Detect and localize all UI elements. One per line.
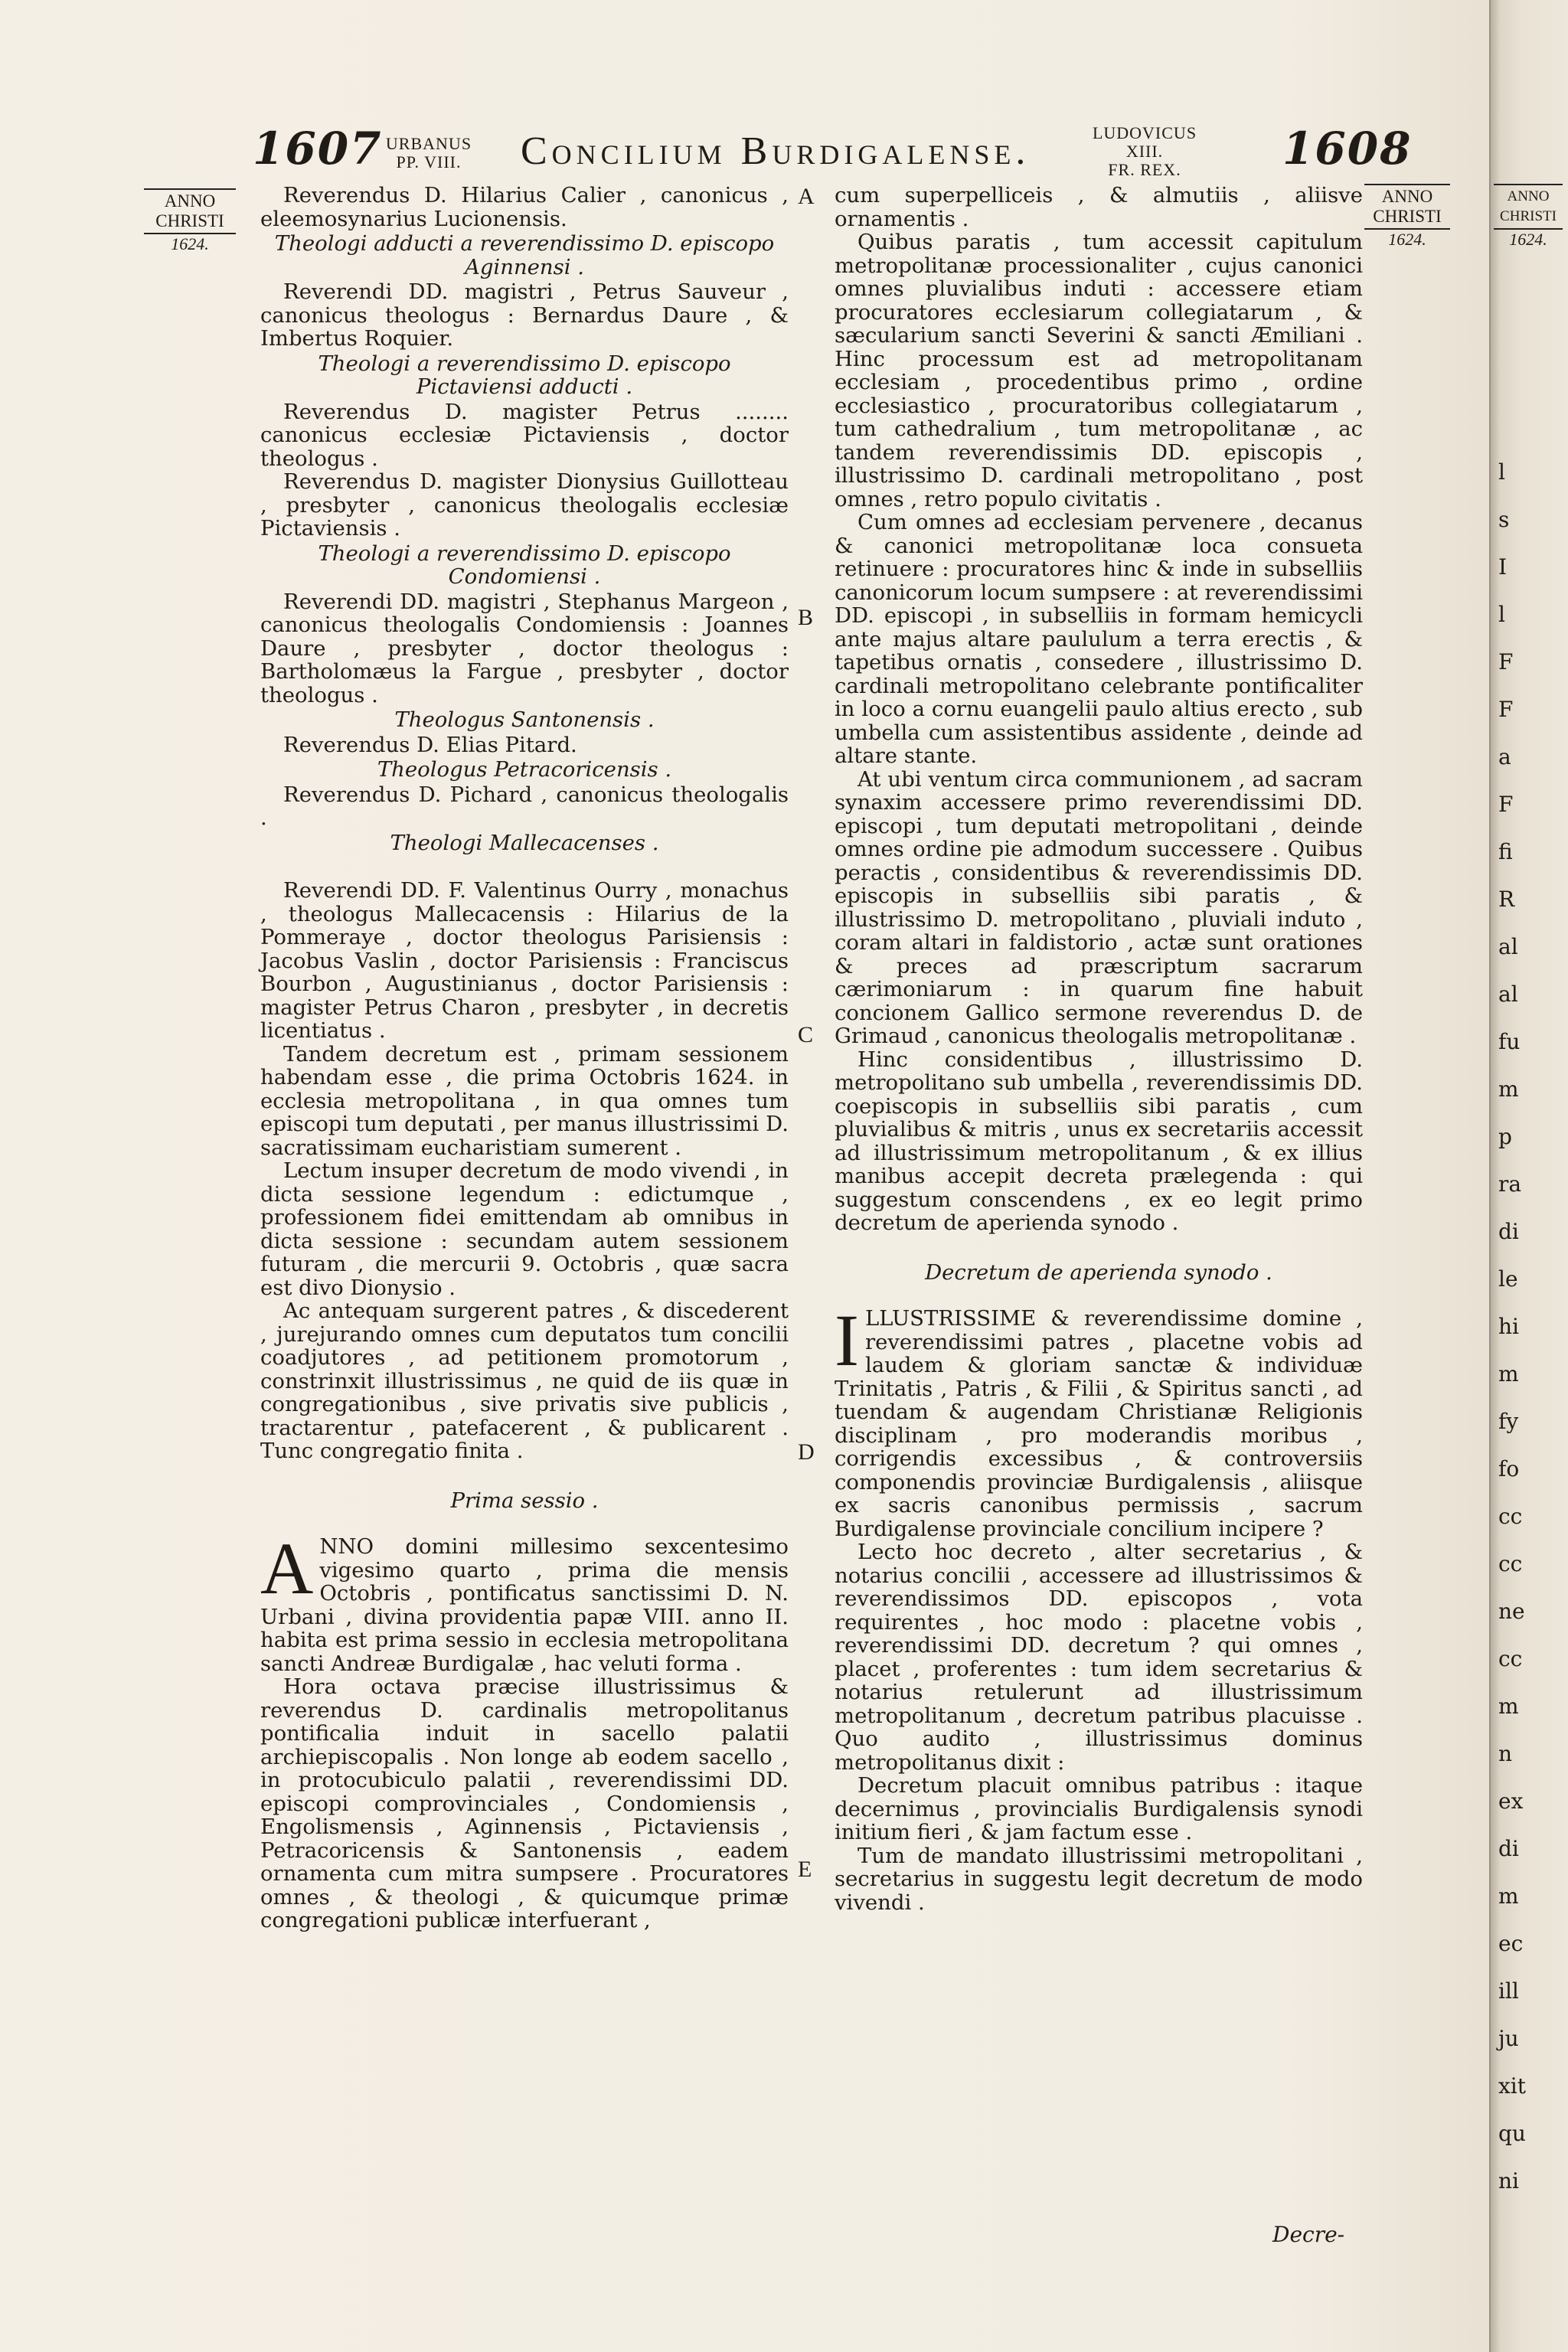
next-page-fragment: al [1498, 982, 1518, 1007]
catchword: Decre- [1272, 2222, 1345, 2247]
anno-label: ANNO [1507, 188, 1550, 204]
paragraph: Tum de mandato illustrissimi metropolitani , secretarius in suggestu legit decretum de modo vivendi . [835, 1843, 1363, 1915]
next-page-fragment: ec [1498, 1931, 1524, 1956]
paragraph: Reverendus D. Elias Pitard. [283, 732, 577, 757]
next-page-fragment: cc [1498, 1551, 1523, 1576]
right-text-column [835, 184, 1363, 1914]
next-page-fragment: qu [1498, 2121, 1526, 2146]
next-page-fragment: ju [1498, 2026, 1519, 2051]
paragraph: Reverendus D. magister Petrus ........ canonicus ecclesiæ Pictaviensis , doctor theologus . [260, 399, 789, 471]
next-page-fragment: l [1498, 459, 1505, 485]
section-letter-c: C [798, 1022, 814, 1047]
paragraph-with-drop-cap [835, 1299, 1363, 1541]
next-page-fragment: l [1498, 602, 1505, 627]
christi-label: CHRISTI [155, 211, 224, 230]
paragraph: Lecto hoc decreto , alter secretarius , & notarius concilii , accessere ad illustrissimos & reverendissimos DD. episcopos , vota requirentes , hoc modo : placetne vobis , reverendissimi DD. decretum ? qui omnes , placet , proferentes : tum idem secretarius & notarius retulerunt ad illustrissimum metropolitanum , decretum patribus placuisse . Quo audito , illustrissimus dominus metropolitanus dixit : [835, 1540, 1363, 1775]
left-running-head [383, 135, 475, 172]
paragraph: Reverendus D. magister Dionysius Guillotteau , presbyter , canonicus theologalis ecclesiæ Pictaviensis . [260, 469, 789, 541]
next-page-fragment: R [1498, 887, 1515, 912]
anno-year: 1624. [1388, 230, 1426, 249]
paragraph: Hora octava præcise illustrissimus & reverendus D. cardinalis metropolitanus pontificalia induit in sacello palatii archiepiscopalis . Non longe ab eodem sacello , in protocubiculo palatii , reverendissimi DD. episcopi comprovinciales , Condomiensis , Engolismensis , Aginnensis , Pictaviensis , Petracoricensis & Santonensis , eadem ornamenta cum mitra sumpsere . Procuratores omnes , & theologi , & quicumque primæ congregationi publicæ interfuerant , [260, 1674, 789, 1932]
drop-cap: I [835, 1299, 859, 1381]
subheading: Theologi adducti a reverendissimo D. episcopo Aginnensi . [274, 231, 775, 279]
right-running-head [1072, 124, 1217, 179]
paragraph: Ac antequam surgerent patres , & discederent , jurejurando omnes cum deputatos tum concilii coadjutores , ad petitionem promotorum , constrinxit illustrissimus , ne quid de iis quæ in congregationibus , sive privatis sive publicis , tractarentur , patefacerent , & publicarent . Tunc congregatio finita . [260, 1298, 789, 1463]
paragraph: Tandem decretum est , primam sessionem habendam esse , die prima Octobris 1624. in ecclesia metropolitana , in qua omnes tum episcopi tum deputati , per manus illustrissimi D. sacratissimam eucharistiam sumerent . [260, 1041, 789, 1160]
paragraph-with-drop-cap [260, 1527, 789, 1676]
next-page-fragment: p [1498, 1124, 1512, 1149]
next-page-fragment: fy [1498, 1409, 1519, 1434]
paragraph-text: NNO domini millesimo sexcentesimo vigesimo quarto , prima die mensis Octobris , pontificatus sanctissimi D. N. Urbani , divina providentia papæ VIII. anno II. habita est prima sessio in ecclesia metropolitana sancti Andreæ Burdigalæ , hac veluti forma . [260, 1534, 789, 1676]
running-head-line: URBANUS [385, 134, 472, 153]
next-page-fragment: m [1498, 1076, 1519, 1102]
anno-label: ANNO [164, 191, 216, 211]
paragraph: Hinc considentibus , illustrissimo D. metropolitano sub umbella , reverendissimis DD. coepiscopis in subselliis sibi paratis , cum pluvialibus & mitris , unus ex secretariis accessit ad illustrissimum metropolitanum , & ex illius manibus accepit decreta prælegenda : qui suggestum conscendens , ex eo legit primo decretum de aperienda synodo . [835, 1047, 1363, 1235]
christi-label: CHRISTI [1373, 207, 1442, 226]
paragraph: Cum omnes ad ecclesiam pervenere , decanus & canonici metropolitanæ loca consueta retinuere : procuratores hinc & inde in subselliis canonicorum locum sumpsere : at reverendissimi DD. episcopi , in subselliis in formam hemicycli ante majus altare paululum a terra erectis , & tapetibus ornatis , consedere , illustrissimo D. cardinali metropolitano celebrante pontificaliter in loco a cornu euangelii paulo altius erecto , sub umbella cum assistentibus assidente , deinde ad altare stante. [835, 510, 1363, 768]
spacer [260, 856, 789, 879]
next-page-fragment: a [1498, 744, 1511, 769]
running-head-line: LUDOVICUS XIII. [1092, 123, 1197, 161]
next-page-fragment: fo [1498, 1456, 1520, 1481]
paragraph: cum superpelliceis , & almutiis , aliisve ornamentis . [835, 183, 1363, 231]
anno-year: 1624. [171, 234, 209, 253]
subheading: Theologi Mallecacenses . [390, 830, 659, 855]
next-page-fragment: cc [1498, 1504, 1523, 1529]
next-page-fragment: ni [1498, 2168, 1519, 2194]
right-page-number: 1608 [1282, 122, 1413, 175]
section-heading: Prima sessio . [450, 1488, 599, 1513]
subheading: Theologi a reverendissimo D. episcopo Pictaviensi adducti . [318, 351, 731, 399]
christi-label: CHRISTI [1500, 208, 1557, 224]
next-page-fragment: F [1498, 697, 1514, 722]
subheading: Theologus Petracoricensis . [377, 757, 672, 782]
next-page-fragment: di [1498, 1219, 1519, 1244]
next-page-fragment: F [1498, 792, 1514, 817]
paragraph: Decretum placuit omnibus patribus : itaque decernimus , provincialis Burdigalensis synodi initium fieri , & jam factum esse . [835, 1773, 1363, 1844]
paragraph: Reverendus D. Pichard , canonicus theologalis . [260, 782, 789, 830]
page-title: Concilium Burdigalense. [521, 129, 1031, 173]
section-letter-d: D [798, 1439, 815, 1465]
anno-box [144, 188, 236, 234]
anno-box [1364, 184, 1450, 230]
next-page-fragment: n [1498, 1741, 1513, 1766]
next-page-fragment: s [1498, 507, 1510, 532]
anno-label: ANNO [1381, 187, 1433, 206]
paragraph: Reverendi DD. magistri , Stephanus Margeon , canonicus theologalis Condomiensis : Joannes Daure , presbyter , doctor theologus : Bartholomæus la Fargue , presbyter , doctor theologus . [260, 589, 789, 707]
left-margin-anno [144, 188, 236, 254]
subheading: Theologi a reverendissimo D. episcopo Condomiensi . [318, 541, 731, 589]
next-page-fragment: le [1498, 1266, 1518, 1292]
paragraph: Lectum insuper decretum de modo vivendi , in dicta sessione legendum : edictumque , professionem fidei emittendam ab omnibus in dicta sessione : secundam autem sessionem futuram , die mercurii 9. Octobris , quæ sacra est divo Dionysio . [260, 1158, 789, 1300]
next-page-fragment: fu [1498, 1029, 1521, 1054]
next-page-fragment: ra [1498, 1171, 1522, 1197]
next-page-fragment: xit [1498, 2073, 1526, 2099]
section-heading: Decretum de aperienda synodo . [925, 1259, 1272, 1285]
next-page-fragment: fi [1498, 839, 1513, 864]
paragraph: Reverendi DD. F. Valentinus Ourry , monachus , theologus Mallecacensis : Hilarius de la Pommeraye , doctor theologus Parisiensis : Jacobus Vaslin , doctor Parisiensis : Franciscus Bourbon , Augustinianus , doctor Parisiensis : magister Petrus Charon , presbyter , in decretis licentiatus . [260, 878, 789, 1043]
left-text-column [260, 184, 789, 1932]
paragraph-text: LLUSTRISSIME & reverendissime domine , reverendissimi patres , placetne vobis ad laudem & gloriam sanctæ & individuæ Trinitatis , Patris , & Filii , & Spiritus sancti , ad tuendam & augendam Christianæ Religionis disciplinam , pro moderandis moribus , corrigendis excessibus , & controversiis componendis provinciæ Burdigalensis , aliisque ex sacris canonibus permissis , sacrum Burdigalense provinciale concilium incipere ? [835, 1306, 1363, 1541]
subheading: Theologus Santonensis . [394, 707, 655, 732]
next-page-fragment: di [1498, 1836, 1519, 1861]
running-head-line: FR. REX. [1108, 160, 1181, 179]
paragraph: Reverendus D. Hilarius Calier , canonicus , eleemosynarius Lucionensis. [260, 183, 789, 231]
next-page-fragment: m [1498, 1694, 1519, 1719]
paragraph: Reverendi DD. magistri , Petrus Sauveur , canonicus theologus : Bernardus Daure , & Imbertus Roquier. [260, 279, 789, 351]
anno-box [1494, 184, 1563, 230]
next-page-fragment: al [1498, 934, 1518, 959]
next-page-fragment: F [1498, 649, 1514, 675]
running-head-line: PP. VIII. [396, 152, 462, 172]
section-letter-e: E [798, 1857, 812, 1882]
paragraph: At ubi ventum circa communionem , ad sacram synaxim accessere primo reverendissimi DD. episcopi , tum deputati metropolitani , deinde omnes ordine pie admodum successere . Quibus peractis , considentibus & reverendissimis DD. episcopis in subselliis sibi paratis , & illustrissimo D. metropolitano , pluviali induto , coram altari in faldistorio , actæ sunt orationes & preces ad præscriptum sacrarum cærimoniarum : in quarum fine habuit concionem Gallico sermone reverendus D. de Grimaud , canonicus theologalis metropolitanæ . [835, 766, 1363, 1048]
next-page-fragment: ex [1498, 1788, 1524, 1814]
left-page-number: 1607 [253, 122, 383, 175]
next-page-fragment: cc [1498, 1646, 1523, 1671]
next-page-fragment: I [1498, 554, 1508, 580]
next-page-fragment: hi [1498, 1314, 1519, 1339]
next-page-anno [1494, 184, 1563, 250]
adjacent-page-edge [1489, 0, 1568, 2352]
next-page-fragment: m [1498, 1883, 1519, 1909]
next-page-fragment: ne [1498, 1599, 1525, 1624]
next-page-fragment: m [1498, 1361, 1519, 1387]
section-letter-a: A [798, 184, 815, 209]
anno-year: 1624. [1509, 230, 1547, 249]
paragraph: Quibus paratis , tum accessit capitulum metropolitanæ processionaliter , cujus canonici omnes pluvialibus induti : accessere etiam procuratores ecclesiarum collegiatarum , & sæcularium sancti Severini & sancti Æmiliani . Hinc processum est ad metropolitanam ecclesiam , procedentibus primo , ordine ecclesiastico , procuratoribus collegiatarum , tum cathedralium , tum metropolitanæ , ac tandem reverendissimis DD. episcopis , illustrissimo D. cardinali metropolitano , post omnes , retro populo civitatis . [835, 230, 1363, 511]
section-letter-b: B [798, 605, 814, 630]
drop-cap: A [260, 1527, 314, 1609]
next-page-fragment: ill [1498, 1978, 1519, 2004]
right-margin-anno [1364, 184, 1450, 250]
